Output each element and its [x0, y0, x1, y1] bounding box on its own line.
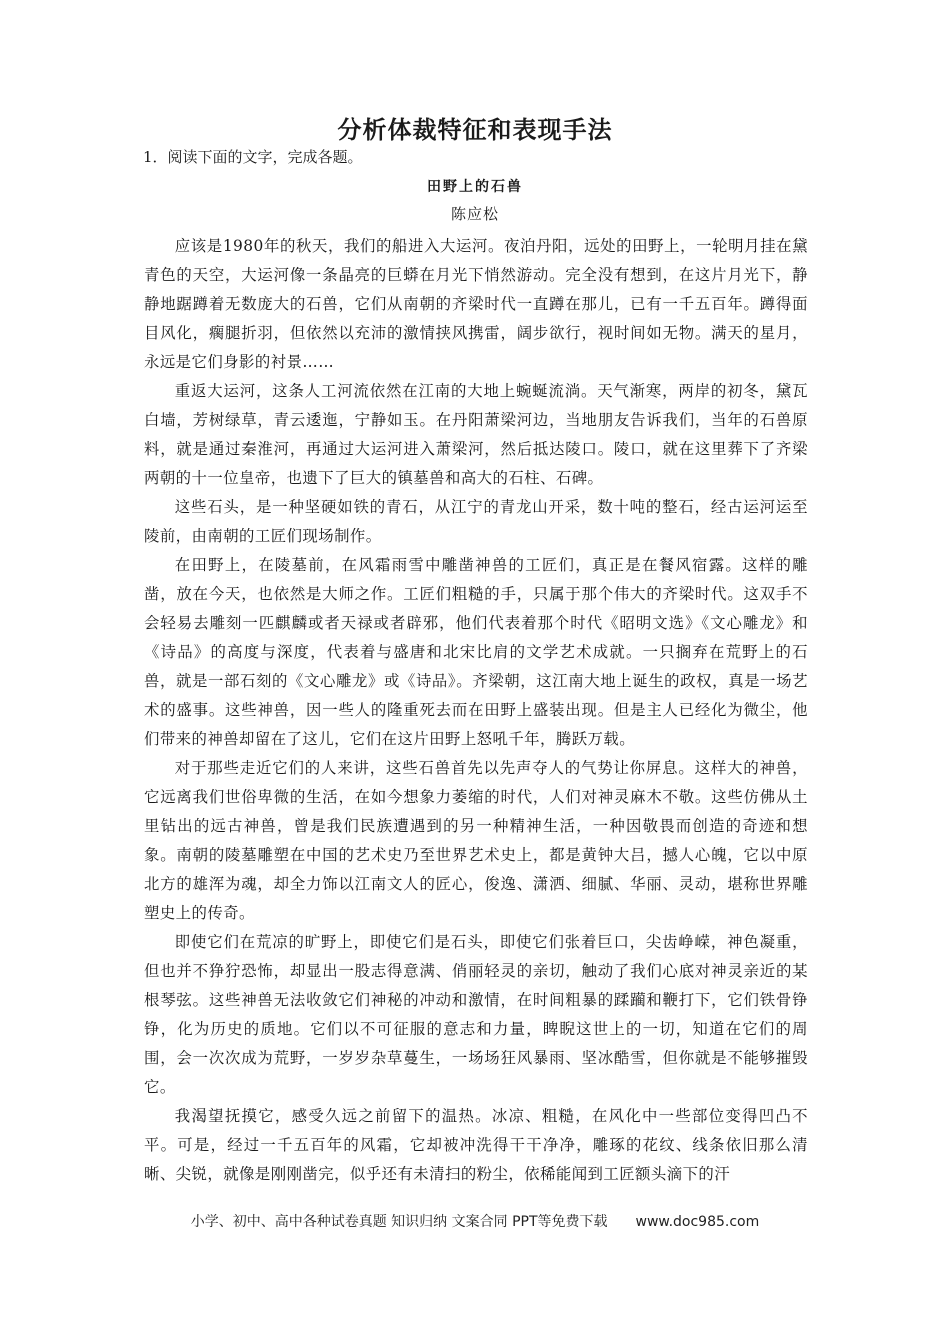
article-title: 田野上的石兽 [427, 179, 523, 195]
paragraph-1: 应该是1980年的秋天，我们的船进入大运河。夜泊丹阳，远处的田野上，一轮明月挂在黛青色的天空，大运河像一条晶亮的巨蟒在月光下悄然游动。完全没有想到，在这片月光下，静静地踞蹲着无数庞大的石兽，它们从南朝的齐梁时代一直蹲在那儿，已有一千五百年。蹲得面目风化，瘸腿折羽，但依然以充沛的激情挟风携雷，阔步欲行，视时间如无物。满天的星月，永远是它们身影的衬景…… [144, 237, 808, 371]
article-body [144, 232, 808, 1189]
paragraph-2: 重返大运河，这条人工河流依然在江南的大地上蜿蜒流淌。天气渐寒，两岸的初冬，黛瓦白墙，芳树绿草，青云逶迤，宁静如玉。在丹阳萧梁河边，当地朋友告诉我们，当年的石兽原料，就是通过秦淮河，再通过大运河进入萧梁河，然后抵达陵口。陵口，就在这里葬下了齐梁两朝的十一位皇帝，也遗下了巨大的镇墓兽和高大的石柱、石碑。 [144, 382, 808, 487]
footer-url-link[interactable]: www.doc985.com [635, 1214, 760, 1230]
article-author: 陈应松 [450, 205, 499, 223]
document-title: 分析体裁特征和表现手法 [337, 116, 613, 144]
paragraph-4: 在田野上，在陵墓前，在风霜雨雪中雕凿神兽的工匠们，真正是在餐风宿露。这样的雕凿，放在今天，也依然是大师之作。工匠们粗糙的手，只属于那个伟大的齐梁时代。这双手不会轻易去雕刻一匹麒麟或者天禄或者辟邪，他们代表着那个时代《昭明文选》《文心雕龙》和《诗品》的高度与深度，代表着与盛唐和北宋比肩的文学艺术成就。一只搁弃在荒野上的石兽，就是一部石刻的《文心雕龙》或《诗品》。齐梁朝，这江南大地上诞生的政权，真是一场艺术的盛事。这些神兽，因一些人的隆重死去而在田野上盛装出现。但是主人已经化为微尘，他们带来的神兽却留在了这儿，它们在这片田野上怒吼千年，腾跃万载。 [144, 556, 808, 748]
paragraph-5: 对于那些走近它们的人来讲，这些石兽首先以先声夺人的气势让你屏息。这样大的神兽，它远离我们世俗卑微的生活，在如今想象力萎缩的时代，人们对神灵麻木不敬。这些仿佛从土里钻出的远古神兽，曾是我们民族遭遇到的另一种精神生活，一种因敬畏而创造的奇迹和想象。南朝的陵墓雕塑在中国的艺术史乃至世界艺术史上，都是黄钟大吕，撼人心魄，它以中原北方的雄浑为魂，却全力饰以江南文人的匠心，俊逸、潇洒、细腻、华丽、灵动，堪称世界雕塑史上的传奇。 [144, 759, 808, 922]
question-instruction: 1．阅读下面的文字，完成各题。 [143, 148, 363, 166]
page-footer [0, 1211, 950, 1233]
footer-text: 小学、初中、高中各种试卷真题 知识归纳 文案合同 PPT等免费下载 [190, 1214, 608, 1230]
paragraph-3: 这些石头，是一种坚硬如铁的青石，从江宁的青龙山开采，数十吨的整石，经古运河运至陵前，由南朝的工匠们现场制作。 [144, 498, 808, 545]
paragraph-6: 即使它们在荒凉的旷野上，即使它们是石头，即使它们张着巨口，尖齿峥嵘，神色凝重，但也并不狰狞恐怖，却显出一股志得意满、俏丽轻灵的亲切，触动了我们心底对神灵亲近的某根琴弦。这些神兽无法收敛它们神秘的冲动和激情，在时间粗暴的蹂躏和鞭打下，它们铁骨铮铮，化为历史的质地。它们以不可征服的意志和力量，睥睨这世上的一切，知道在它们的周围，会一次次成为荒野，一岁岁杂草蔓生，一场场狂风暴雨、坚冰酷雪，但你就是不能够摧毁它。 [144, 933, 808, 1096]
paragraph-7: 我渴望抚摸它，感受久远之前留下的温热。冰凉、粗糙，在风化中一些部位变得凹凸不平。可是，经过一千五百年的风霜，它却被冲洗得干干净净，雕琢的花纹、线条依旧那么清晰、尖锐，就像是刚刚凿完，似乎还有未清扫的粉尘，依稀能闻到工匠额头滴下的汗 [144, 1107, 808, 1183]
